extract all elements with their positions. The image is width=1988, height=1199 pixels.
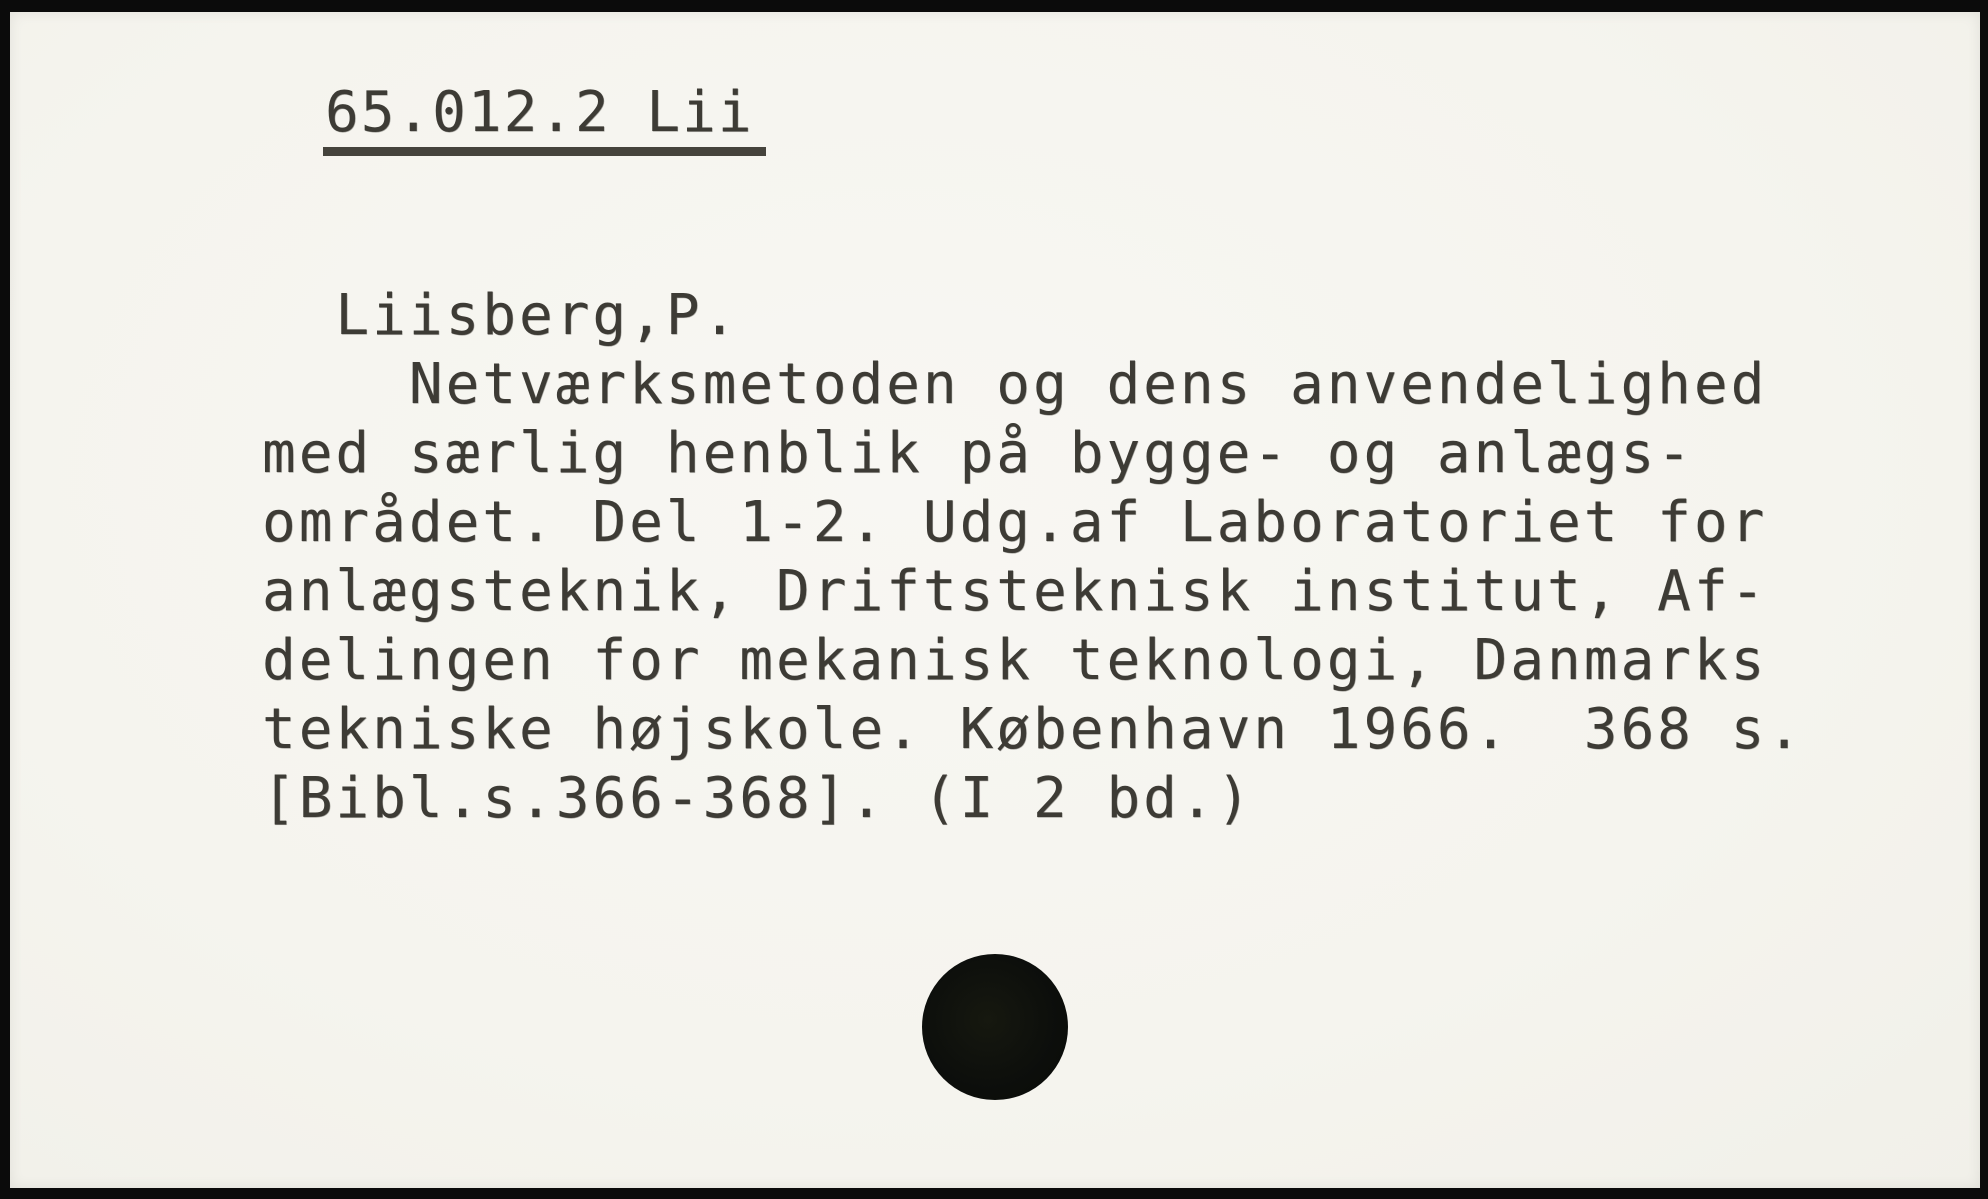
entry-line-title-1: Netværksmetoden og dens anvendelighed [262, 352, 1768, 417]
entry-line-author: Liisberg,P. [262, 283, 740, 348]
entry-line-notes: [Bibl.s.366-368]. (I 2 bd.) [262, 766, 1254, 831]
entry-line-title-2: med særlig henblik på bygge- og anlægs- [262, 421, 1694, 486]
catalog-card [10, 12, 1980, 1188]
entry-line-title-3: området. Del 1-2. Udg.af Laboratoriet for [262, 490, 1768, 555]
classification-number: 65.012.2 Lii [323, 83, 766, 156]
catalog-entry [262, 281, 1804, 833]
hole-punch [922, 954, 1068, 1100]
entry-line-imprint: tekniske højskole. København 1966. 368 s. [262, 697, 1805, 762]
entry-line-publisher-2: delingen for mekanisk teknologi, Danmarks [262, 628, 1768, 693]
entry-line-publisher-1: anlægsteknik, Driftsteknisk institut, Af- [262, 559, 1768, 624]
